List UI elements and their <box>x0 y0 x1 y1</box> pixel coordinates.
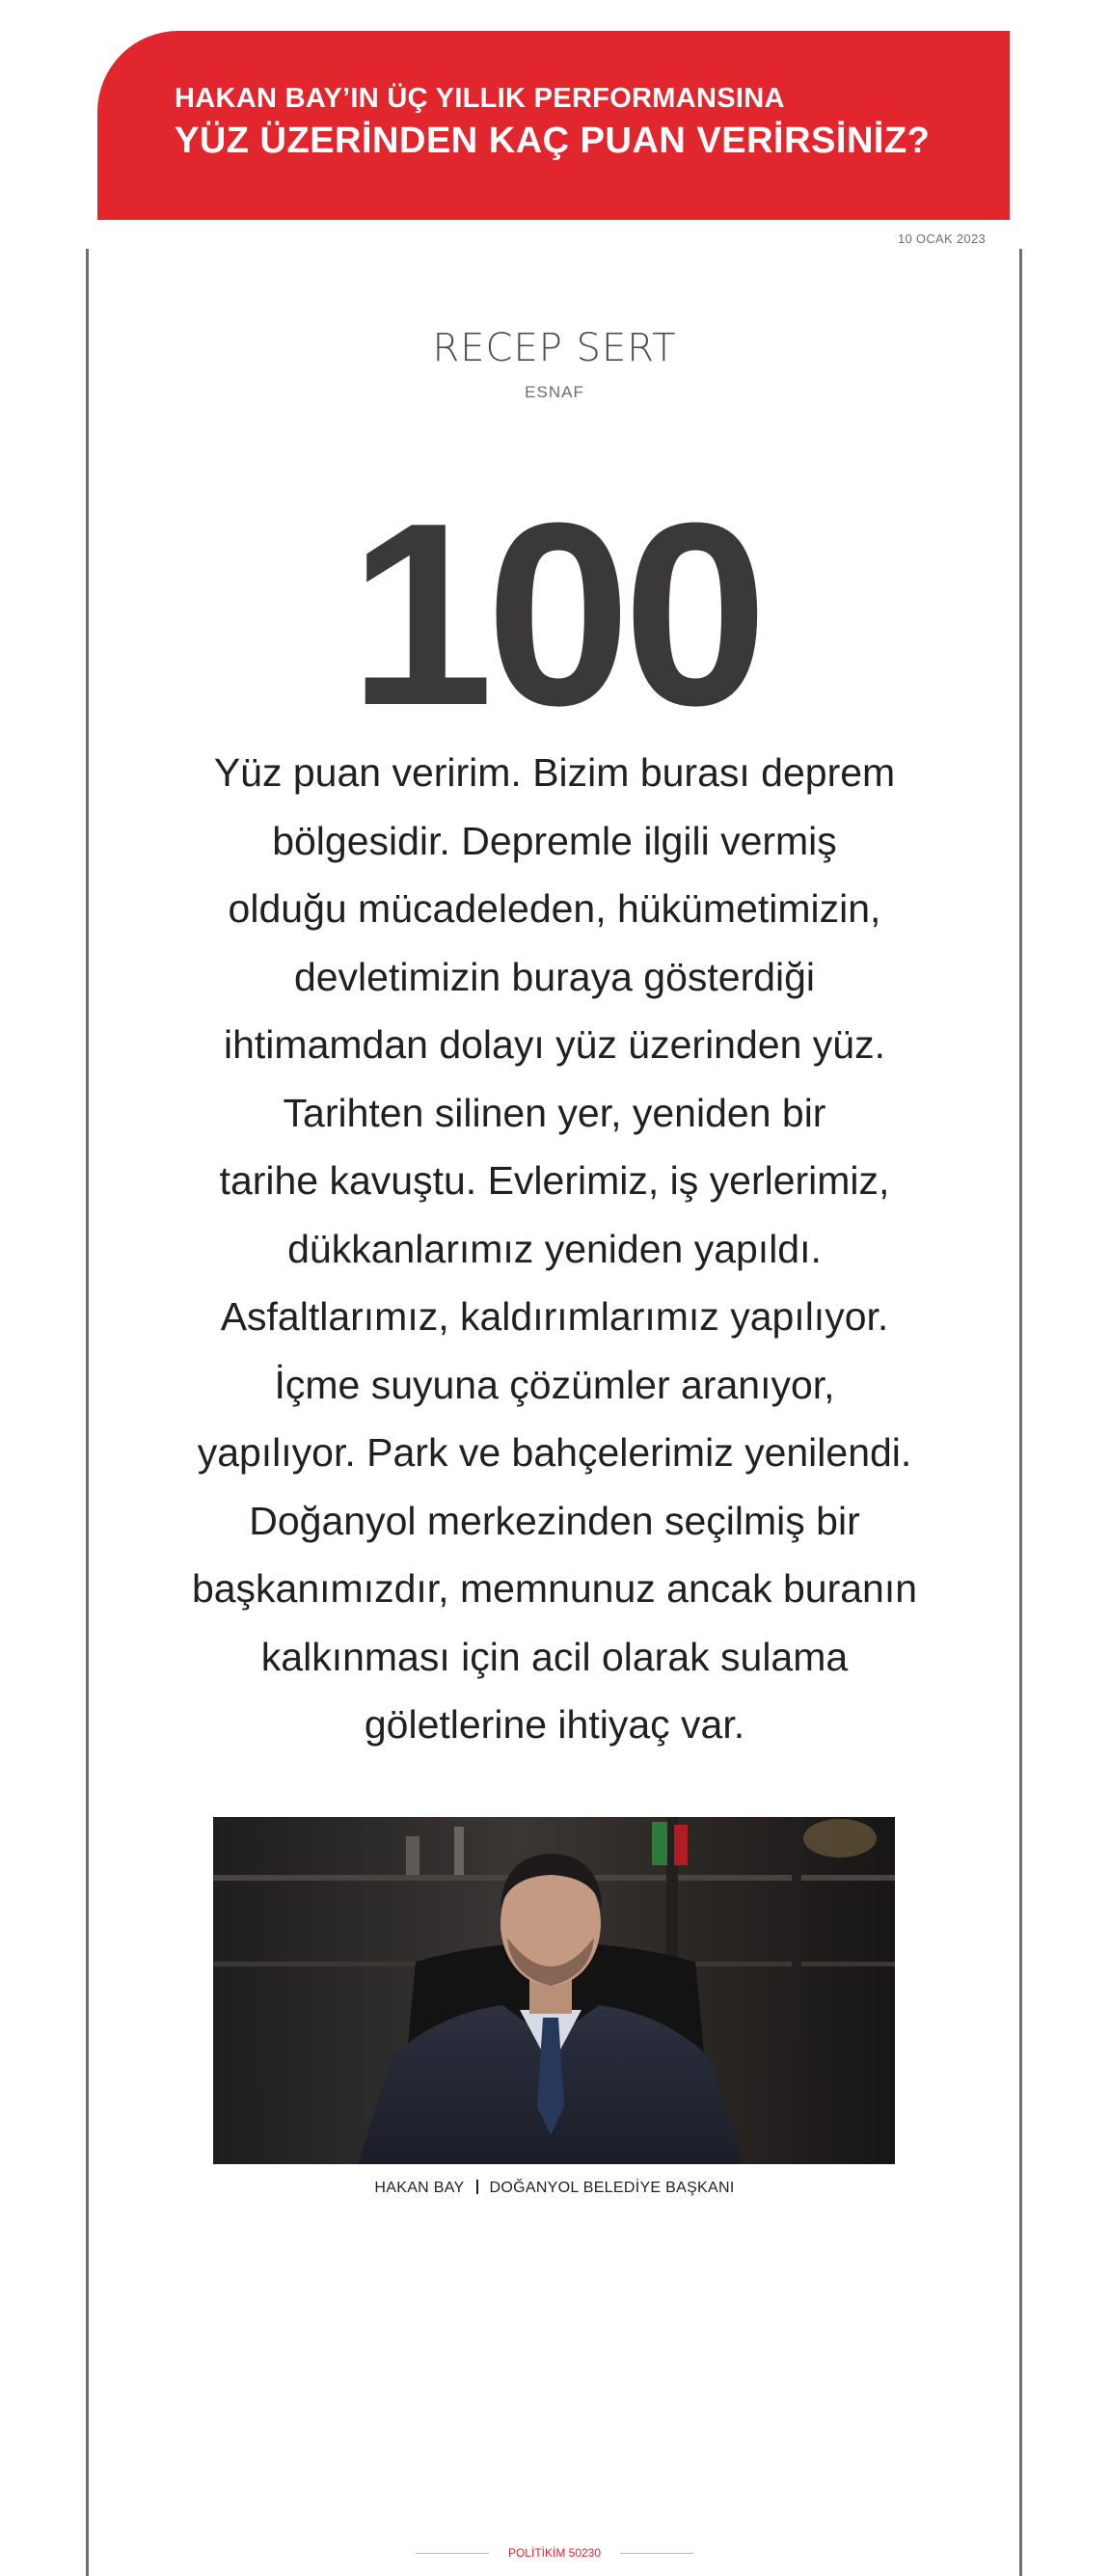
quote-line: olduğu mücadeleden, hükümetimizin, <box>228 886 881 931</box>
caption-title: DOĞANYOL BELEDİYE BAŞKANI <box>489 2180 735 2196</box>
quote-line: Tarihten silinen yer, yeniden bir <box>283 1090 826 1135</box>
respondent-name: RECEP SERT <box>432 326 677 370</box>
header-banner <box>97 31 1010 220</box>
quote-line: İçme suyuna çözümler aranıyor, <box>274 1362 835 1407</box>
score-value: 100 <box>348 470 761 760</box>
quote-text <box>183 739 926 1759</box>
respondent-role: ESNAF <box>525 383 584 401</box>
footer <box>0 2546 1109 2560</box>
caption-separator <box>476 2180 478 2194</box>
quote-line: tarihe kavuştu. Evlerimiz, iş yerlerimiz, <box>219 1158 890 1203</box>
quote-line: ihtimamdan dolayı yüz üzerinden yüz. <box>224 1022 885 1067</box>
quote-line: bölgesidir. Depremle ilgili vermiş <box>272 818 837 863</box>
quote-line: yapılıyor. Park ve bahçelerimiz yenilendi. <box>197 1430 912 1475</box>
publish-date: 10 OCAK 2023 <box>897 231 986 246</box>
quote-line: dükkanlarımız yeniden yapıldı. <box>287 1226 822 1271</box>
caption-name: HAKAN BAY <box>374 2180 465 2196</box>
header-question-line1: HAKAN BAY’IN ÜÇ YILLIK PERFORMANSINA <box>175 83 785 114</box>
mayor-photo <box>213 1817 895 2164</box>
footer-rule-right <box>620 2553 693 2554</box>
quote-line: başkanımızdır, memnunuz ancak buranın <box>191 1566 918 1611</box>
footer-label: POLİTİKİM 50230 <box>507 2546 602 2560</box>
quote-line: devletimizin buraya gösterdiği <box>293 954 816 999</box>
quote-line: Yüz puan veririm. Bizim burası deprem <box>213 750 896 795</box>
quote-line: kalkınması için acil olarak sulama <box>260 1634 849 1679</box>
footer-rule-left <box>416 2553 489 2554</box>
quote-line: Asfaltlarımız, kaldırımlarımız yapılıyor. <box>220 1294 889 1339</box>
quote-line: göletlerine ihtiyaç var. <box>364 1702 745 1747</box>
photo-caption <box>0 2180 1109 2197</box>
quote-line: Doğanyol merkezinden seçilmiş bir <box>249 1498 860 1543</box>
header-question-line2: YÜZ ÜZERİNDEN KAÇ PUAN VERİRSİNİZ? <box>175 121 931 161</box>
